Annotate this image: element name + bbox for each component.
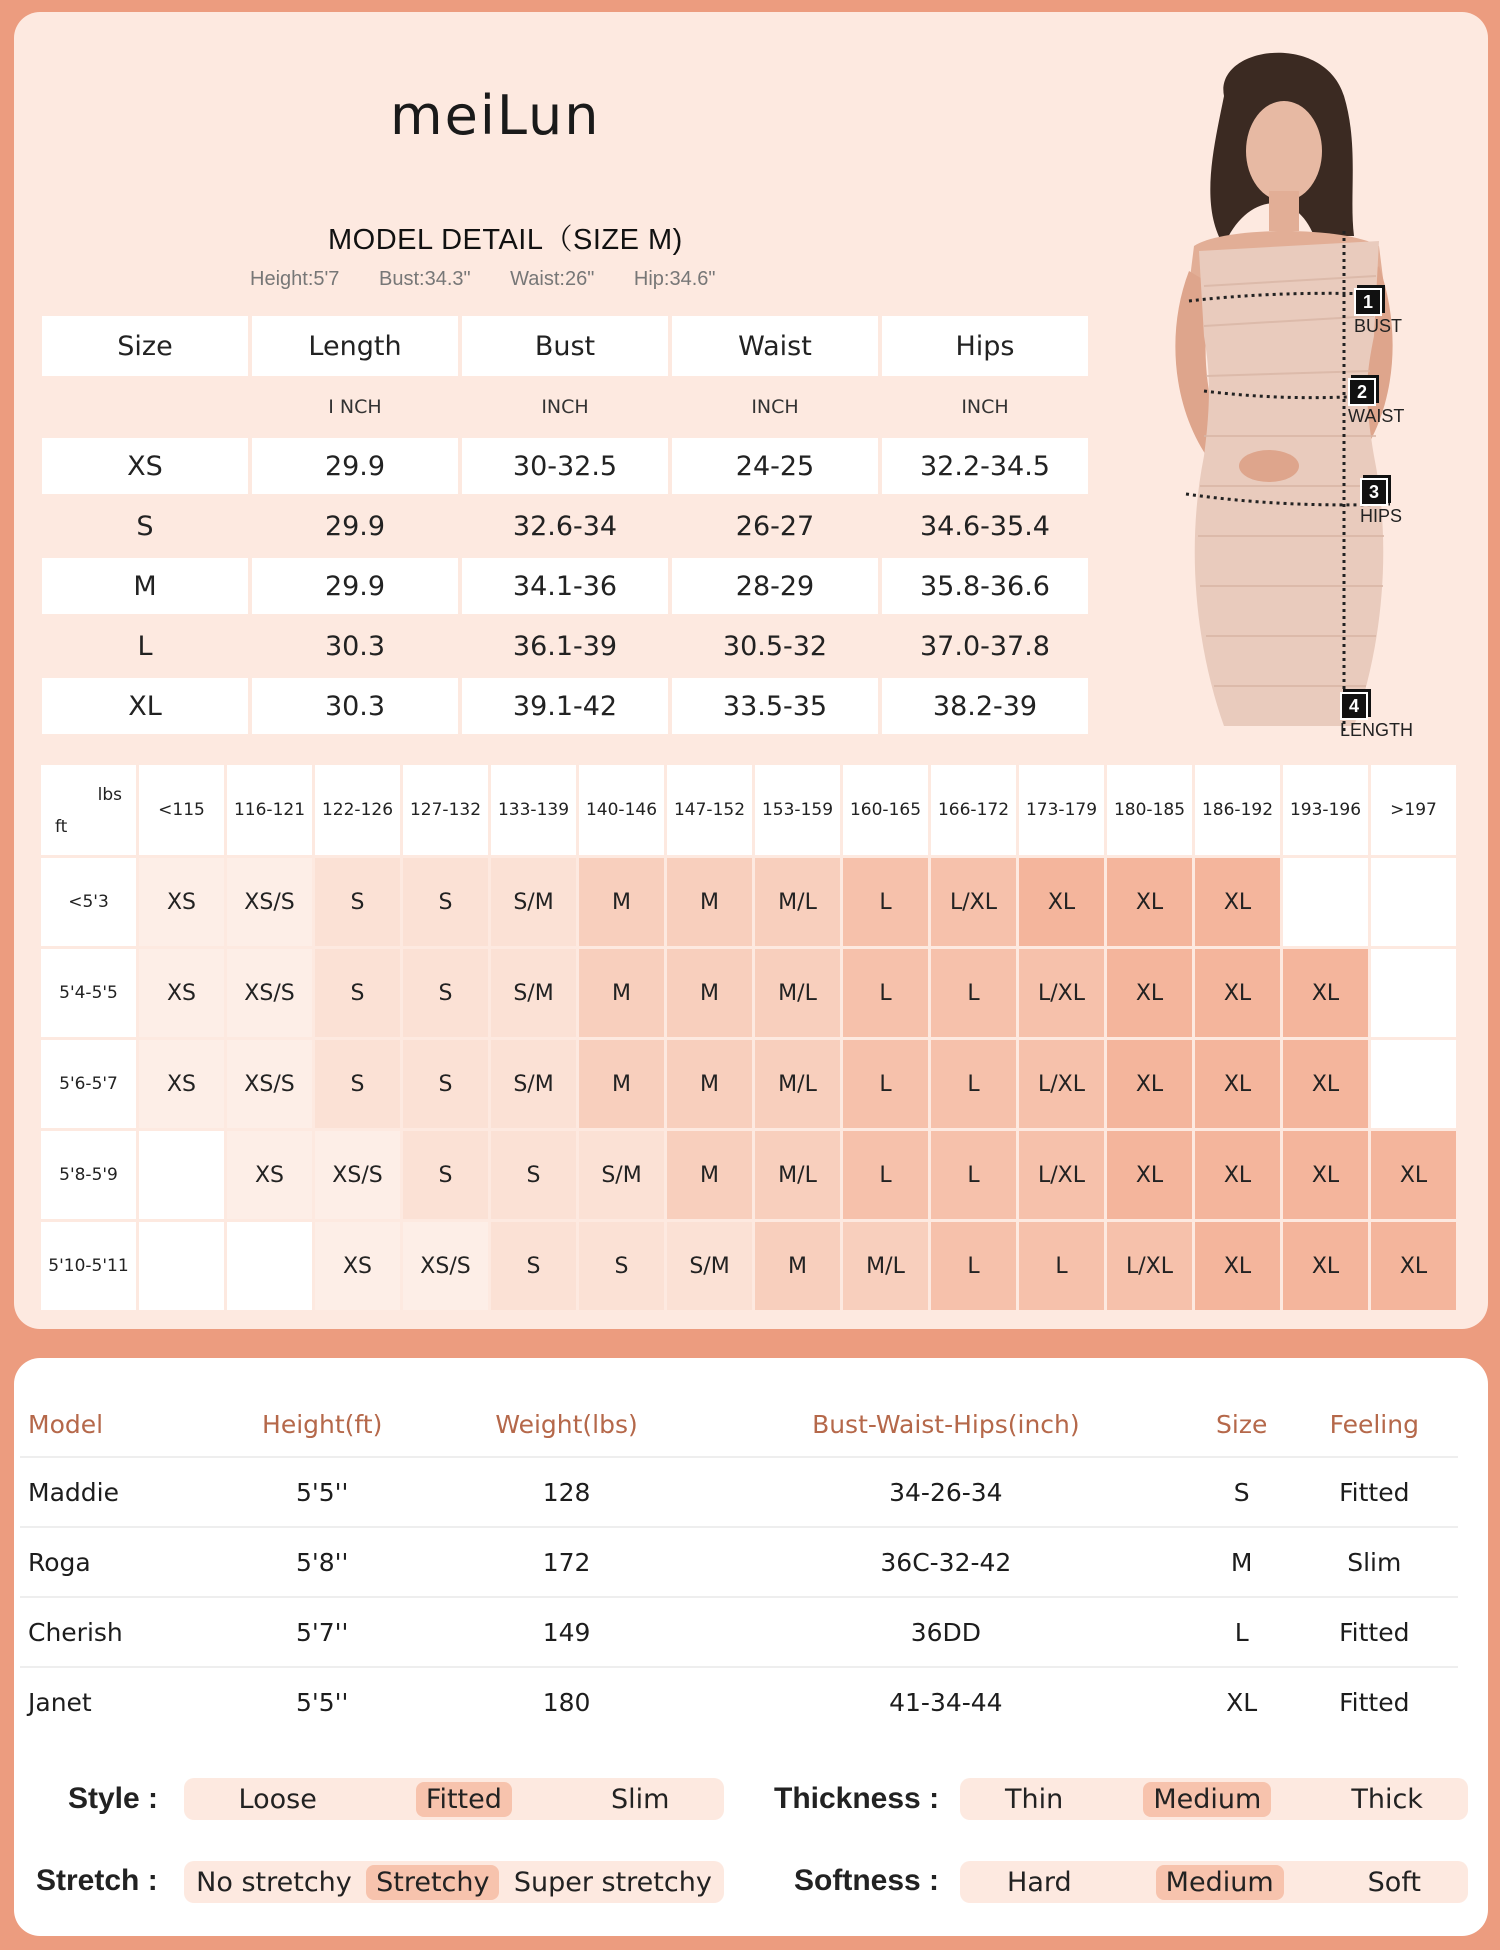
size-recommendation-cell: XL [1283,1222,1368,1310]
model-weight: 180 [542,1687,591,1717]
model-weight: 172 [434,1527,699,1597]
size-recommendation-cell: M [667,949,752,1037]
size-recommendation-cell: XS/S [227,858,312,946]
unit-cell: INCH [882,380,1088,434]
header-cell: Size [42,316,248,376]
size-recommendation-cell: S/M [579,1131,664,1219]
weight-cell: 140-146 [579,765,664,855]
model-bwh: 36DD [699,1597,1193,1667]
size-recommendation-cell: M/L [755,1040,840,1128]
length-cell: 30.3 [252,618,458,674]
size-recommendation-cell: M/L [755,858,840,946]
height-weight-grid [38,762,1459,1313]
height-cell: 5'10-5'11 [41,1222,136,1310]
header-cell: Bust-Waist-Hips(inch) [699,1392,1193,1457]
height-row [41,858,1456,946]
size-recommendation-cell: M [579,858,664,946]
weight-cell: 193-196 [1283,765,1368,855]
model-bwh: 36C-32-42 [699,1527,1193,1597]
header-cell: Length [252,316,458,376]
weight-cell: 180-185 [1107,765,1192,855]
hips-cell: 34.6-35.4 [882,498,1088,554]
weight-header-row [41,765,1456,855]
weight-cell: 166-172 [931,765,1016,855]
bust-number: 1 [1354,288,1382,316]
model-size: XL [1226,1687,1258,1717]
style-scale [184,1778,724,1820]
size-recommendation-cell: L [843,949,928,1037]
header-cell: Bust [462,316,668,376]
model-size: L [1193,1597,1291,1667]
model-height: 5'8'' [210,1527,434,1597]
height-row [41,949,1456,1037]
size-recommendation-cell: S [491,1222,576,1310]
table-row [42,678,1088,734]
model-name: Roga [20,1527,210,1597]
size-recommendation-cell: L/XL [931,858,1016,946]
size-recommendation-cell: L [1019,1222,1104,1310]
table-row [42,558,1088,614]
model-feeling: Fitted [1291,1457,1458,1527]
size-recommendation-cell: XS [139,1040,224,1128]
table-row [20,1457,1458,1527]
stretch-option-super: Super stretchy [513,1866,712,1898]
weight-cell: 173-179 [1019,765,1104,855]
style-label: Style : [68,1782,159,1815]
size-recommendation-cell: L/XL [1019,949,1104,1037]
size-recommendation-cell: L/XL [1107,1222,1192,1310]
model-height: Height:5'7 [250,268,340,290]
size-recommendation-cell: L [843,1131,928,1219]
model-detail-measurements [250,268,750,291]
length-cell: 29.9 [252,498,458,554]
size-recommendation-cell: XL [1195,1222,1280,1310]
length-number: 4 [1340,692,1368,720]
length-cell: 29.9 [252,558,458,614]
model-bwh: 41-34-44 [889,1687,1003,1717]
thickness-option-medium: Medium [1143,1782,1271,1817]
size-recommendation-cell: XS/S [403,1222,488,1310]
unit-cell: INCH [462,380,668,434]
size-recommendation-cell [139,1131,224,1219]
softness-scale [960,1861,1468,1903]
size-recommendation-cell: XL [1107,858,1192,946]
softness-label: Softness : [794,1864,940,1897]
model-hip: Hip:34.6" [633,268,716,290]
size-recommendation-cell: L [931,1040,1016,1128]
unit-cell: I NCH [252,380,458,434]
size-recommendation-cell: S/M [491,1040,576,1128]
size-recommendation-cell: M [755,1222,840,1310]
weight-cell: 127-132 [403,765,488,855]
size-recommendation-cell: S [403,1040,488,1128]
size-recommendation-cell: XS/S [315,1131,400,1219]
size-cell: L [42,618,248,674]
size-recommendation-cell: M/L [755,949,840,1037]
size-recommendation-cell: XL [1371,1131,1456,1219]
size-recommendation-cell: XS/S [227,1040,312,1128]
size-recommendation-cell: XS [315,1222,400,1310]
bust-cell: 34.1-36 [462,558,668,614]
waist-number: 2 [1348,378,1376,406]
weight-cell: 133-139 [491,765,576,855]
model-size: M [1193,1527,1291,1597]
stretch-scale [184,1861,724,1903]
model-fit-header [20,1392,1458,1457]
size-recommendation-cell: S [579,1222,664,1310]
height-cell: 5'8-5'9 [41,1131,136,1219]
size-cell: XS [42,438,248,494]
size-recommendation-cell: XL [1107,1131,1192,1219]
weight-cell: 153-159 [755,765,840,855]
model-fit-table [20,1392,1458,1736]
size-recommendation-cell: XS/S [227,949,312,1037]
hips-cell: 35.8-36.6 [882,558,1088,614]
height-cell: 5'4-5'5 [41,949,136,1037]
size-chart-header [42,316,1088,376]
model-bwh: 34-26-34 [699,1457,1193,1527]
size-recommendation-cell: XL [1195,858,1280,946]
size-recommendation-cell: M [579,949,664,1037]
brand-logo: meiLun [390,84,601,147]
size-recommendation-cell: S [315,1040,400,1128]
hips-cell: 37.0-37.8 [882,618,1088,674]
size-recommendation-cell: L/XL [1019,1040,1104,1128]
header-cell: Feeling [1291,1392,1458,1457]
size-recommendation-cell: XS [139,949,224,1037]
size-recommendation-cell: S/M [491,949,576,1037]
size-recommendation-cell: M/L [843,1222,928,1310]
size-recommendation-cell: S [403,1131,488,1219]
size-recommendation-cell: XL [1283,1131,1368,1219]
model-figure-image [1104,36,1484,776]
weight-cell: 160-165 [843,765,928,855]
weight-cell: 116-121 [227,765,312,855]
waist-marker [1348,378,1404,427]
model-name: Maddie [20,1457,210,1527]
size-recommendation-cell: XL [1283,1040,1368,1128]
size-recommendation-cell: M [579,1040,664,1128]
waist-cell: 28-29 [672,558,878,614]
length-marker [1340,692,1413,741]
length-cell: 29.9 [252,438,458,494]
header-cell: Model [20,1392,210,1457]
waist-cell: 33.5-35 [672,678,878,734]
model-height: 5'7'' [210,1597,434,1667]
model-feeling: Fitted [1291,1597,1458,1667]
size-recommendation-cell: L [931,949,1016,1037]
waist-cell: 24-25 [672,438,878,494]
model-size: S [1193,1457,1291,1527]
model-name: Cherish [20,1597,210,1667]
waist-label: WAIST [1348,406,1405,426]
size-recommendation-cell: XL [1195,1040,1280,1128]
size-recommendation-cell [1371,858,1456,946]
size-recommendation-cell: M [667,1131,752,1219]
size-cell: XL [42,678,248,734]
table-row [20,1597,1458,1667]
size-cell: M [42,558,248,614]
bust-cell: 32.6-34 [462,498,668,554]
table-row [42,618,1088,674]
softness-option-medium: Medium [1156,1865,1284,1900]
height-cell: 5'6-5'7 [41,1040,136,1128]
size-recommendation-cell: XS [227,1131,312,1219]
header-cell: Weight(lbs) [434,1392,699,1457]
waist-cell: 30.5-32 [672,618,878,674]
hips-cell: 38.2-39 [882,678,1088,734]
waist-cell: 26-27 [672,498,878,554]
length-label: LENGTH [1340,720,1414,740]
table-row [42,438,1088,494]
size-recommendation-cell: XS [139,858,224,946]
model-weight: 128 [434,1457,699,1527]
unit-cell [42,380,248,434]
model-waist: Waist:26" [510,268,595,290]
size-recommendation-cell: XL [1371,1222,1456,1310]
thickness-option-thick: Thick [1351,1783,1423,1815]
softness-option-hard: Hard [1007,1866,1072,1898]
model-name: Janet [28,1687,92,1717]
model-bust: Bust:34.3" [379,268,471,290]
size-recommendation-cell: S/M [667,1222,752,1310]
size-recommendation-cell: S [491,1131,576,1219]
height-cell: <5'3 [41,858,136,946]
weight-cell: >197 [1371,765,1456,855]
header-cell: Waist [672,316,878,376]
size-recommendation-cell [139,1222,224,1310]
bust-marker [1354,288,1402,337]
weight-cell: 147-152 [667,765,752,855]
model-feeling: Slim [1291,1527,1458,1597]
hips-number: 3 [1360,478,1388,506]
ft-label: ft [55,817,68,837]
size-recommendation-cell: M [667,858,752,946]
stretch-option-no: No stretchy [196,1866,352,1898]
size-recommendation-cell: L [931,1222,1016,1310]
stretch-option-stretchy: Stretchy [366,1865,499,1900]
bust-cell: 39.1-42 [462,678,668,734]
height-row [41,1131,1456,1219]
size-recommendation-cell [227,1222,312,1310]
size-recommendation-cell: XL [1195,1131,1280,1219]
table-row [42,498,1088,554]
size-chart-units [42,380,1088,434]
style-option-loose: Loose [238,1783,317,1815]
thickness-label: Thickness : [774,1782,940,1815]
hips-marker [1360,478,1402,527]
thickness-option-thin: Thin [1005,1783,1064,1815]
size-recommendation-cell [1283,858,1368,946]
size-recommendation-cell: L [843,858,928,946]
grid-corner [41,765,136,855]
style-option-fitted: Fitted [416,1782,512,1817]
model-feeling: Fitted [1339,1687,1410,1717]
size-recommendation-cell: S/M [491,858,576,946]
bust-label: BUST [1354,316,1403,336]
lbs-label: lbs [97,785,122,805]
header-cell: Size [1193,1392,1291,1457]
size-recommendation-cell [1371,1040,1456,1128]
length-cell: 30.3 [252,678,458,734]
hips-label: HIPS [1360,506,1403,526]
model-height: 5'5'' [295,1687,349,1717]
thickness-scale [960,1778,1468,1820]
style-option-slim: Slim [610,1783,670,1815]
table-row [20,1527,1458,1597]
size-recommendation-cell: L [843,1040,928,1128]
size-chart-table [38,312,1092,738]
weight-cell: 186-192 [1195,765,1280,855]
header-cell: Height(ft) [210,1392,434,1457]
size-recommendation-cell: S [403,858,488,946]
stretch-label: Stretch : [36,1864,158,1897]
size-recommendation-cell: M/L [755,1131,840,1219]
model-silhouette-icon [1104,36,1484,776]
unit-cell: INCH [672,380,878,434]
size-recommendation-cell [1371,949,1456,1037]
weight-cell: <115 [139,765,224,855]
size-recommendation-cell: XL [1195,949,1280,1037]
header-cell: Hips [882,316,1088,376]
size-recommendation-cell: L/XL [1019,1131,1104,1219]
size-recommendation-cell: XL [1107,949,1192,1037]
model-detail-title: MODEL DETAIL（SIZE M) [328,224,683,256]
model-height: 5'5'' [210,1457,434,1527]
softness-option-soft: Soft [1367,1866,1421,1898]
hips-cell: 32.2-34.5 [882,438,1088,494]
size-recommendation-cell: XL [1283,949,1368,1037]
size-recommendation-cell: L [931,1131,1016,1219]
size-recommendation-cell: XL [1107,1040,1192,1128]
size-recommendation-cell: S [315,949,400,1037]
height-row [41,1040,1456,1128]
size-recommendation-cell: S [403,949,488,1037]
height-row [41,1222,1456,1310]
size-recommendation-cell: M [667,1040,752,1128]
size-guide-card [14,12,1488,1329]
size-recommendation-cell: XL [1019,858,1104,946]
table-row [20,1667,1458,1736]
bust-cell: 36.1-39 [462,618,668,674]
size-cell: S [42,498,248,554]
size-recommendation-cell: S [315,858,400,946]
bust-cell: 30-32.5 [462,438,668,494]
weight-cell: 122-126 [315,765,400,855]
model-weight: 149 [434,1597,699,1667]
